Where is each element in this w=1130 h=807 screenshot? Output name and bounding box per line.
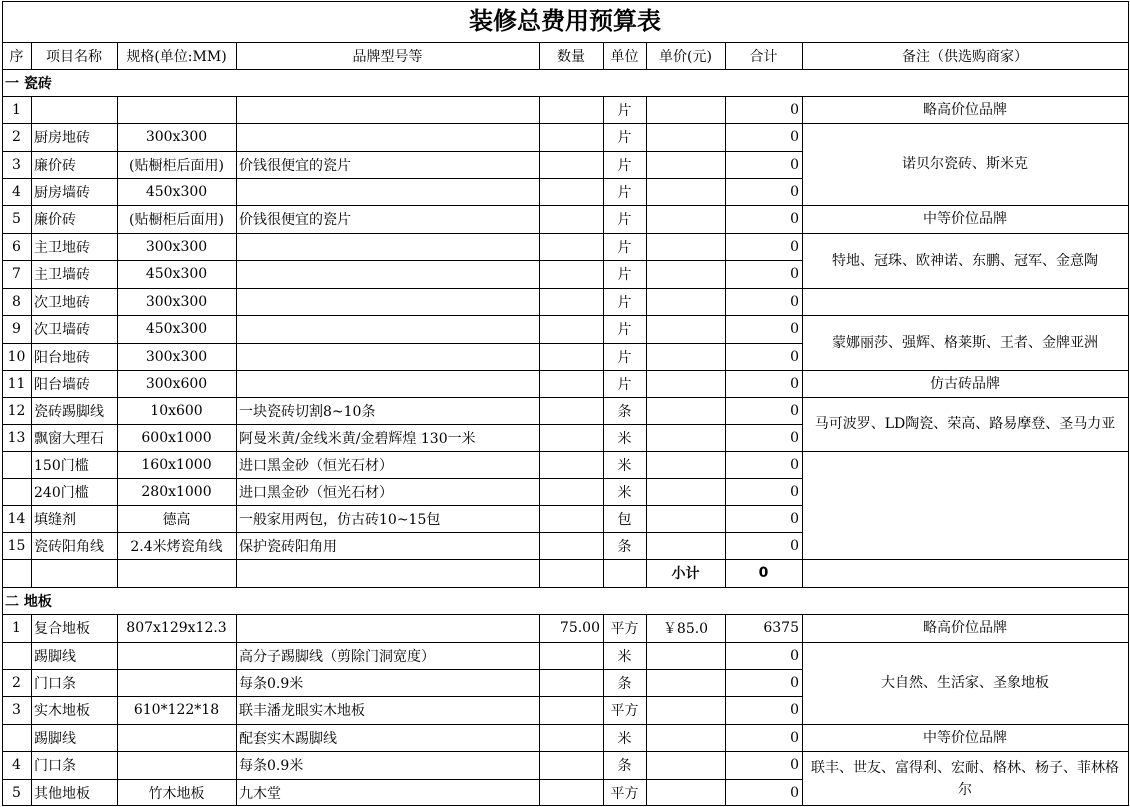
column-header-brand: 品牌型号等 [352, 48, 423, 65]
column-header-name: 项目名称 [46, 48, 102, 65]
floor-row-brand: 九木堂 [239, 785, 281, 802]
floor-row-total: 0 [790, 647, 799, 664]
floor-row-unit: 条 [617, 675, 632, 692]
tile-row-seq: 15 [7, 537, 26, 554]
floor-row-spec: 610*122*18 [133, 702, 220, 718]
tile-remark: 诺贝尔瓷砖、斯米克 [902, 156, 1028, 172]
tile-row-price [646, 370, 725, 397]
floor-row-qty [539, 696, 603, 724]
column-header-spec: 规格(单位:MM) [126, 48, 227, 65]
tile-row-spec: 300x300 [145, 348, 208, 365]
floor-row-price [646, 751, 725, 779]
column-header-total: 合计 [749, 48, 778, 65]
tile-row-brand: 进口黑金砂（恒光石材） [239, 457, 393, 474]
floor-row-total: 0 [790, 784, 799, 801]
floor-row-name: 踢脚线 [34, 730, 76, 747]
floor-row-spec [117, 751, 236, 779]
tile-row-name: 次卫地砖 [34, 294, 90, 311]
tile-row-seq: 13 [7, 429, 26, 446]
floor-row-seq [2, 724, 31, 751]
tile-row-seq: 2 [12, 129, 21, 145]
tile-row-brand [236, 315, 539, 343]
tile-row-total: 0 [790, 183, 799, 200]
tile-row-name: 瓷砖阳角线 [34, 538, 104, 555]
tile-row-name: 廉价砖 [34, 157, 76, 174]
column-header-qty: 数量 [557, 48, 585, 65]
floor-row-unit: 米 [617, 730, 632, 747]
tile-row-total: 0 [790, 510, 799, 527]
floor-row-seq [2, 642, 31, 669]
tile-row-seq: 11 [7, 375, 26, 392]
tile-row-spec: 300x600 [145, 375, 208, 392]
tile-row-seq: 14 [7, 510, 26, 527]
floor-row-total: 0 [790, 757, 799, 773]
tile-row-name: 主卫地砖 [34, 239, 90, 256]
tile-row-brand: 进口黑金砂（恒光石材） [239, 484, 393, 501]
floor-row-brand: 每条0.9米 [239, 758, 304, 774]
tile-row-unit: 包 [617, 511, 632, 528]
tile-row-name: 阳台地砖 [34, 349, 90, 366]
tile-row-qty [539, 478, 603, 505]
floor-row-qty [539, 724, 603, 751]
tile-row-unit: 条 [617, 403, 632, 420]
tile-row-unit: 片 [617, 239, 632, 256]
tile-row-total: 0 [790, 375, 799, 392]
tile-row-price [646, 315, 725, 343]
tile-row-seq: 7 [12, 266, 21, 282]
tile-row-seq [2, 478, 31, 505]
floor-row-qty [539, 751, 603, 779]
tile-row-qty [539, 343, 603, 370]
tile-row-qty [539, 505, 603, 532]
tile-row-name: 次卫墙砖 [34, 322, 90, 338]
floor-row-unit: 条 [617, 758, 632, 774]
floor-row-name: 门口条 [34, 758, 76, 774]
floor-row-price [646, 724, 725, 751]
tile-row-qty [539, 288, 603, 315]
tile-row-seq: 8 [12, 293, 21, 310]
tile-row-seq: 6 [12, 238, 21, 255]
column-header-note: 备注（供选购商家） [902, 48, 1028, 65]
tile-row-spec: (贴橱柜后面用) [129, 157, 224, 174]
tile-remark: 略高价位品牌 [923, 101, 1007, 118]
floor-row-unit: 平方 [610, 785, 639, 802]
tile-row-qty [539, 205, 603, 233]
floor-row-brand [236, 614, 539, 642]
tile-row-seq: 4 [12, 183, 21, 200]
tile-row-seq: 10 [7, 348, 26, 365]
tile-row-price [646, 233, 725, 260]
tile-row-name: 填缝剂 [34, 511, 76, 528]
tile-row-brand [236, 343, 539, 370]
tile-row-name: 阳台墙砖 [34, 376, 90, 393]
floor-row-name: 门口条 [34, 675, 76, 692]
tile-row-price [646, 123, 725, 151]
tile-row-price [646, 478, 725, 505]
tile-row-unit: 片 [617, 212, 632, 228]
floor-row-unit: 米 [617, 648, 632, 665]
tile-row-brand [236, 370, 539, 397]
floor-row-brand: 配套实木踢脚线 [239, 730, 337, 747]
tile-row-total: 0 [790, 266, 799, 282]
tile-row-spec: 450x300 [145, 321, 208, 337]
floor-row-qty [539, 642, 603, 669]
floor-row-price [646, 669, 725, 696]
tile-subtotal-label: 小计 [671, 566, 700, 582]
floor-remark: 中等价位品牌 [923, 729, 1007, 746]
floor-remark: 略高价位品牌 [923, 620, 1007, 636]
sheet-title: 装修总费用预算表 [469, 7, 661, 35]
tile-row-total: 0 [790, 456, 799, 473]
tile-row-qty [539, 315, 603, 343]
tile-row-spec: (贴橱柜后面用) [129, 212, 224, 228]
floor-row-price [646, 642, 725, 669]
floor-row-seq: 4 [12, 757, 21, 773]
tile-row-price [646, 96, 725, 123]
tile-remark: 仿古砖品牌 [930, 375, 1000, 392]
floor-row-price: ￥85.0 [662, 621, 709, 637]
tile-row-unit: 片 [617, 102, 632, 119]
tile-remark: 中等价位品牌 [923, 211, 1007, 227]
tile-row-spec [117, 96, 236, 123]
tile-row-unit: 条 [617, 538, 632, 555]
tile-row-spec: 450x300 [145, 266, 208, 282]
floor-row-total: 0 [790, 702, 799, 718]
floor-remark: 联丰、世友、富得利、宏耐、格林、杨子、菲林格尔 [811, 759, 1119, 798]
floor-row-spec: 竹木地板 [148, 785, 205, 802]
tile-row-total: 0 [790, 429, 799, 446]
tile-row-brand [236, 288, 539, 315]
tile-row-spec: 300x300 [145, 129, 208, 145]
floor-row-unit: 平方 [610, 703, 639, 719]
tile-row-spec: 160x1000 [141, 456, 212, 473]
tile-row-name: 厨房地砖 [34, 130, 90, 146]
tile-row-spec: 300x300 [145, 238, 208, 255]
tile-remark: 蒙娜丽莎、强辉、格莱斯、王者、金牌亚洲 [832, 334, 1098, 351]
floor-row-brand: 联丰潘龙眼实木地板 [239, 703, 365, 719]
tile-row-spec: 280x1000 [141, 483, 212, 500]
tile-remark: 马可波罗、LD陶瓷、荣高、路易摩登、圣马力亚 [814, 416, 1116, 432]
column-header-unit: 单位 [610, 48, 639, 65]
floor-row-unit: 平方 [610, 621, 639, 637]
tile-row-qty [539, 178, 603, 205]
floor-row-price [646, 696, 725, 724]
tile-row-unit: 片 [617, 130, 632, 146]
tile-row-total: 0 [790, 537, 799, 554]
tile-row-qty [539, 233, 603, 260]
floor-row-spec: 807x129x12.3 [126, 620, 227, 636]
column-header-price: 单价(元) [659, 48, 712, 65]
tile-row-total: 0 [790, 238, 799, 255]
tile-row-unit: 片 [617, 184, 632, 201]
tile-subtotal-value: 0 [758, 565, 769, 581]
tile-row-seq: 9 [12, 321, 21, 337]
tile-row-total: 0 [790, 321, 799, 337]
floor-row-brand: 每条0.9米 [239, 675, 304, 692]
tile-row-seq: 12 [7, 402, 26, 419]
tile-row-name: 150门槛 [34, 457, 89, 474]
tile-row-qty [539, 424, 603, 451]
floor-row-seq: 3 [12, 702, 21, 718]
tile-row-spec: 德高 [162, 511, 191, 528]
floor-row-name: 复合地板 [34, 621, 90, 637]
tile-row-spec: 10x600 [150, 402, 203, 419]
tile-row-seq: 5 [12, 211, 21, 227]
tile-row-price [646, 151, 725, 178]
tile-row-brand: 保护瓷砖阳角用 [239, 538, 337, 555]
tile-row-unit: 片 [617, 349, 632, 366]
floor-row-qty [539, 669, 603, 696]
floor-row-brand: 高分子踢脚线（剪除门洞宽度） [239, 648, 435, 665]
tile-row-name: 廉价砖 [34, 212, 76, 228]
floor-row-total: 0 [790, 729, 799, 746]
tile-row-name: 瓷砖踢脚线 [34, 403, 104, 420]
tile-row-name: 240门槛 [34, 484, 89, 501]
tile-row-name: 主卫墙砖 [34, 267, 90, 283]
tile-row-brand: 一块瓷砖切割8~10条 [239, 403, 376, 420]
tile-row-qty [539, 123, 603, 151]
tile-remark: 特地、冠珠、欧神诺、东鹏、冠军、金意陶 [832, 252, 1098, 269]
section-label-tile: 一 瓷砖 [5, 75, 52, 92]
tile-row-name: 厨房墙砖 [34, 184, 90, 201]
floor-row-qty [539, 779, 603, 806]
tile-row-price [646, 397, 725, 424]
tile-row-brand: 一般家用两包，仿古砖10~15包 [239, 511, 441, 528]
tile-row-total: 0 [790, 101, 799, 118]
tile-row-qty [539, 370, 603, 397]
tile-row-unit: 米 [617, 457, 632, 474]
tile-row-brand: 价钱很便宜的瓷片 [239, 157, 351, 174]
tile-row-unit: 片 [617, 157, 632, 174]
tile-row-price [646, 260, 725, 288]
floor-row-seq: 5 [12, 784, 21, 801]
tile-row-name: 飘窗大理石 [34, 430, 104, 447]
tile-row-unit: 片 [617, 294, 632, 311]
floor-row-spec [117, 642, 236, 669]
tile-row-unit: 片 [617, 322, 632, 338]
tile-row-price [646, 178, 725, 205]
tile-row-spec: 450x300 [145, 183, 208, 200]
section-label-floor: 二 地板 [5, 593, 52, 610]
tile-row-seq [2, 451, 31, 478]
tile-row-qty [539, 397, 603, 424]
tile-row-qty [539, 451, 603, 478]
tile-row-price [646, 343, 725, 370]
tile-row-brand: 阿曼米黄/金线米黄/金碧辉煌 130一米 [239, 430, 476, 447]
tile-row-spec: 300x300 [145, 293, 208, 310]
tile-row-brand [236, 233, 539, 260]
tile-row-price [646, 451, 725, 478]
tile-row-unit: 米 [617, 484, 632, 501]
tile-row-total: 0 [790, 211, 799, 227]
tile-row-qty [539, 532, 603, 559]
tile-row-brand: 价钱很便宜的瓷片 [239, 212, 351, 228]
floor-remark: 大自然、生活家、圣象地板 [881, 675, 1049, 691]
floor-row-total: 0 [790, 674, 799, 691]
tile-row-price [646, 205, 725, 233]
tile-row-qty [539, 260, 603, 288]
tile-row-price [646, 424, 725, 451]
tile-row-brand [236, 123, 539, 151]
tile-row-total: 0 [790, 402, 799, 419]
tile-row-price [646, 288, 725, 315]
tile-row-total: 0 [790, 293, 799, 310]
tile-row-unit: 片 [617, 376, 632, 393]
tile-row-spec: 600x1000 [141, 429, 212, 446]
floor-row-spec [117, 669, 236, 696]
tile-row-spec: 2.4米烤瓷角线 [130, 538, 223, 555]
tile-row-brand [236, 260, 539, 288]
tile-row-unit: 米 [617, 430, 632, 447]
floor-row-qty: 75.00 [559, 620, 600, 636]
tile-row-total: 0 [790, 348, 799, 365]
tile-row-qty [539, 151, 603, 178]
tile-row-seq: 1 [12, 101, 21, 118]
column-header-seq: 序 [9, 48, 24, 65]
floor-row-price [646, 779, 725, 806]
floor-row-total: 6375 [763, 620, 799, 636]
tile-row-brand [236, 178, 539, 205]
floor-row-spec [117, 724, 236, 751]
floor-row-name: 实木地板 [34, 703, 90, 719]
floor-row-seq: 2 [12, 674, 21, 691]
tile-row-unit: 片 [617, 267, 632, 283]
tile-row-total: 0 [790, 483, 799, 500]
floor-row-name: 踢脚线 [34, 648, 76, 665]
tile-row-price [646, 532, 725, 559]
floor-row-seq: 1 [12, 620, 21, 636]
tile-row-seq: 3 [12, 156, 21, 173]
tile-row-qty [539, 96, 603, 123]
tile-row-total: 0 [790, 129, 799, 145]
tile-row-total: 0 [790, 156, 799, 173]
tile-row-price [646, 505, 725, 532]
tile-row-brand [236, 96, 539, 123]
tile-row-name [31, 96, 117, 123]
floor-row-name: 其他地板 [34, 785, 90, 802]
